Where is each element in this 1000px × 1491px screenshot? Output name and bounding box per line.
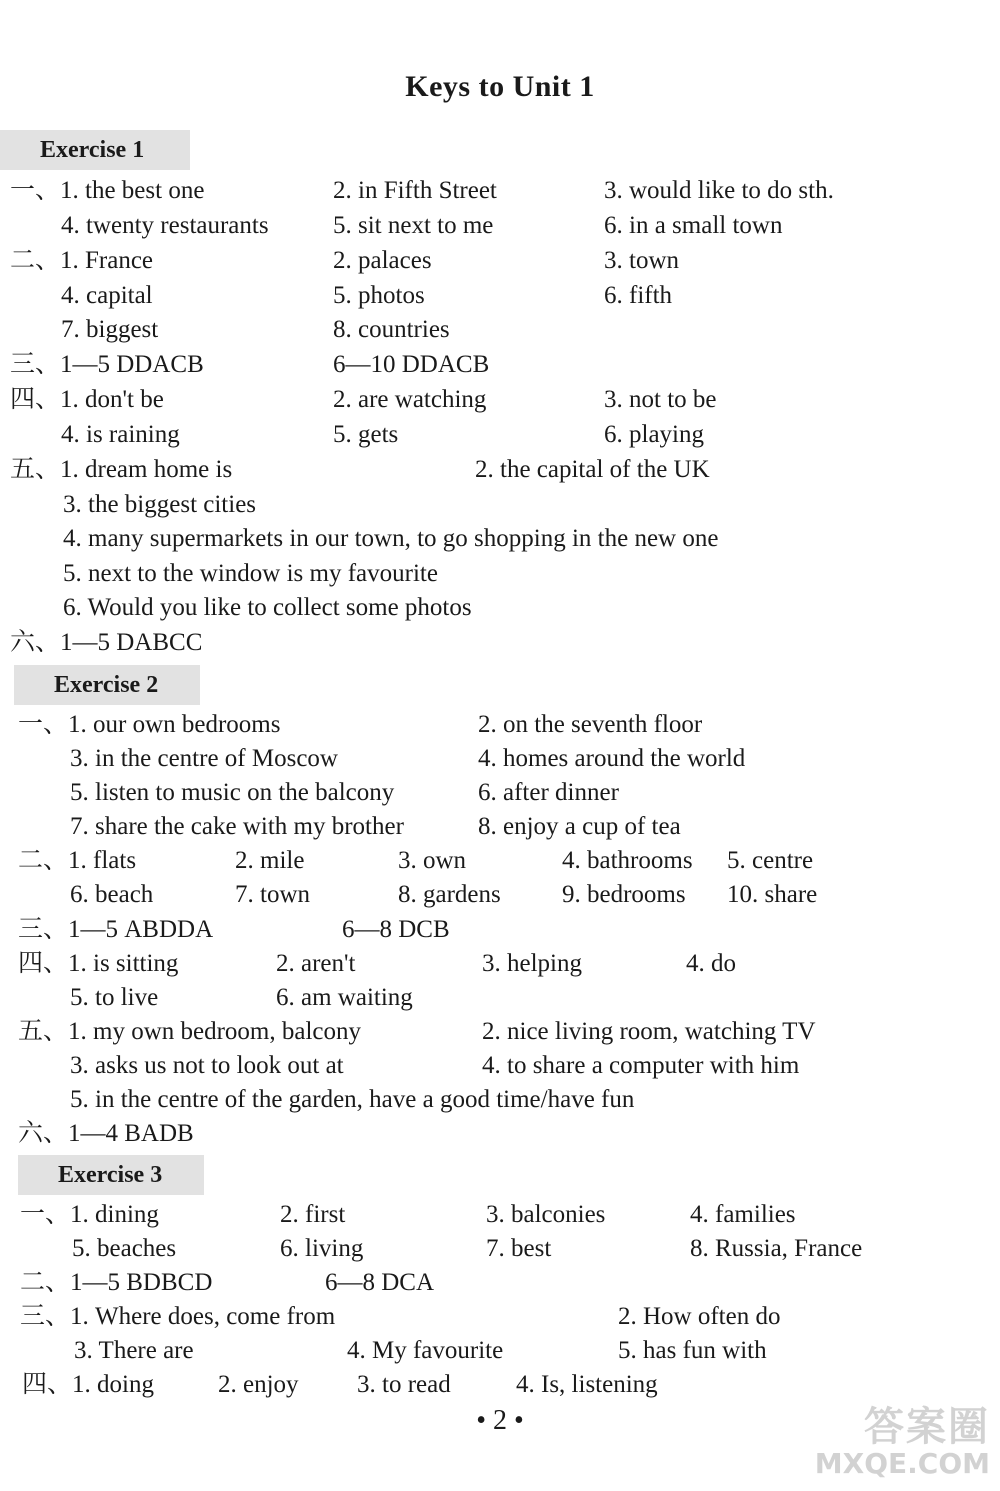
answer-text: 4. many supermarkets in our town, to go shopping in the new one [63, 525, 719, 552]
ex2-line-4 [0, 809, 1000, 845]
answer-text: 4. do [686, 950, 736, 977]
answer-text: 2. the capital of the UK [475, 456, 710, 483]
answer-text: 4. families [690, 1201, 796, 1228]
answer-text: 四、1. don't be [10, 386, 164, 413]
watermark-cn: 答案圈 [864, 1404, 990, 1450]
answer-text: 四、1. doing [22, 1371, 154, 1398]
answer-text: 3. town [604, 247, 679, 274]
answer-text: 7. share the cake with my brother [70, 813, 404, 840]
answer-text: 8. countries [333, 316, 450, 343]
answer-text: 5. centre [727, 847, 814, 874]
answer-text: 4. bathrooms [562, 847, 693, 874]
answer-text: 6—8 DCB [342, 916, 450, 943]
ex1-line-1 [0, 173, 1000, 209]
answer-text: 5. has fun with [618, 1337, 767, 1364]
ex1-line-12 [0, 556, 1000, 592]
ex2-line-2 [0, 741, 1000, 777]
answer-text: 2. nice living room, watching TV [482, 1018, 816, 1045]
ex3-line-3 [0, 1265, 1000, 1301]
answer-text: 4. capital [61, 282, 153, 309]
answer-text: 一、1. our own bedrooms [18, 711, 281, 738]
ex1-line-13 [0, 590, 1000, 626]
ex2-line-11 [0, 1048, 1000, 1084]
answer-text: 二、1. France [10, 247, 154, 274]
answer-text: 2. in Fifth Street [333, 177, 497, 204]
answer-text: 4. homes around the world [478, 745, 746, 772]
answer-text: 3. would like to do sth. [604, 177, 834, 204]
answer-text: 6. beach [70, 881, 154, 908]
answer-text: 3. not to be [604, 386, 717, 413]
ex2-line-12 [0, 1082, 1000, 1118]
ex2-line-9 [0, 980, 1000, 1016]
answer-text: 6. living [280, 1235, 364, 1262]
ex1-line-2 [0, 208, 1000, 244]
answer-text: 6. Would you like to collect some photos [63, 594, 472, 621]
ex1-line-10 [0, 487, 1000, 523]
answer-text: 8. gardens [398, 881, 501, 908]
ex3-line-1 [0, 1197, 1000, 1233]
exercise-2-heading: Exercise 2 [14, 665, 200, 705]
answer-text: 3. to read [357, 1371, 451, 1398]
answer-text: 7. town [235, 881, 310, 908]
answer-text: 6. am waiting [276, 984, 413, 1011]
answer-text: 8. Russia, France [690, 1235, 863, 1262]
answer-text: 6. fifth [604, 282, 673, 309]
answer-text: 5. to live [70, 984, 159, 1011]
ex2-line-8 [0, 946, 1000, 982]
answer-text: 三、1—5 ABDDA [18, 916, 214, 943]
answer-text: 四、1. is sitting [18, 950, 179, 977]
ex2-line-10 [0, 1014, 1000, 1050]
answer-text: 4. to share a computer with him [482, 1052, 800, 1079]
ex3-line-6 [0, 1367, 1000, 1403]
answer-text: 5. photos [333, 282, 425, 309]
answer-text: 2. How often do [618, 1303, 781, 1330]
answer-text: 三、1—5 DDACB [10, 351, 204, 378]
answer-text: 5. listen to music on the balcony [70, 779, 395, 806]
answer-text: 3. in the centre of Moscow [70, 745, 338, 772]
answer-text: 六、1—5 DABCC [10, 629, 203, 656]
page-title: Keys to Unit 1 [405, 70, 595, 103]
exercise-1-heading: Exercise 1 [0, 130, 190, 170]
ex1-line-8 [0, 417, 1000, 453]
answer-text: 六、1—4 BADB [18, 1120, 194, 1147]
answer-text: 三、1. Where does, come from [20, 1303, 336, 1330]
answer-text: 2. enjoy [218, 1371, 299, 1398]
ex3-line-2 [0, 1231, 1000, 1267]
ex1-line-7 [0, 382, 1000, 418]
answer-text: 7. best [486, 1235, 552, 1262]
answer-text: 2. are watching [333, 386, 487, 413]
ex1-line-11 [0, 521, 1000, 557]
answer-text: 5. beaches [72, 1235, 177, 1262]
ex1-line-4 [0, 278, 1000, 314]
answer-text: 6. in a small town [604, 212, 783, 239]
ex1-line-6 [0, 347, 1000, 383]
answer-text: 五、1. dream home is [10, 456, 233, 483]
answer-text: 5. in the centre of the garden, have a good time/have fun [70, 1086, 635, 1113]
answer-text: 5. sit next to me [333, 212, 494, 239]
ex1-line-14 [0, 625, 1000, 661]
answer-text: 5. gets [333, 421, 399, 448]
ex2-line-3 [0, 775, 1000, 811]
answer-text: 6. playing [604, 421, 704, 448]
exercise-3-heading: Exercise 3 [18, 1155, 204, 1195]
answer-text: 二、1—5 BDBCD [20, 1269, 213, 1296]
ex1-line-5 [0, 312, 1000, 348]
answer-text: 8. enjoy a cup of tea [478, 813, 681, 840]
answer-text: 5. next to the window is my favourite [63, 560, 438, 587]
ex2-line-6 [0, 877, 1000, 913]
answer-text: 3. the biggest cities [63, 491, 257, 518]
answer-text: 2. aren't [276, 950, 356, 977]
ex1-line-9 [0, 452, 1000, 488]
answer-text: 6—8 DCA [325, 1269, 435, 1296]
answer-text: 6—10 DDACB [333, 351, 490, 378]
watermark-logo [805, 1405, 990, 1485]
answer-text: 2. first [280, 1201, 346, 1228]
answer-text: 3. balconies [486, 1201, 606, 1228]
answer-text: 4. is raining [61, 421, 180, 448]
answer-text: 一、1. the best one [10, 177, 205, 204]
answer-text: 2. on the seventh floor [478, 711, 703, 738]
page-number: • 2 • [476, 1405, 524, 1436]
ex2-line-7 [0, 912, 1000, 948]
answer-text: 4. My favourite [347, 1337, 504, 1364]
watermark-en: MXQE.COM [814, 1447, 990, 1480]
answer-text: 五、1. my own bedroom, balcony [18, 1018, 362, 1045]
answer-text: 2. palaces [333, 247, 432, 274]
ex3-line-5 [0, 1333, 1000, 1369]
answer-text: 2. mile [235, 847, 305, 874]
answer-text: 二、1. flats [18, 847, 137, 874]
ex2-line-5 [0, 843, 1000, 879]
ex2-line-13 [0, 1116, 1000, 1152]
ex2-line-1 [0, 707, 1000, 743]
answer-text: 4. Is, listening [516, 1371, 658, 1398]
answer-text: 10. share [727, 881, 818, 908]
answer-text: 9. bedrooms [562, 881, 686, 908]
answer-text: 一、1. dining [20, 1201, 159, 1228]
ex1-line-3 [0, 243, 1000, 279]
answer-text: 3. own [398, 847, 467, 874]
answer-text: 3. asks us not to look out at [70, 1052, 344, 1079]
answer-text: 3. There are [74, 1337, 194, 1364]
answer-text: 4. twenty restaurants [61, 212, 269, 239]
ex3-line-4 [0, 1299, 1000, 1335]
answer-text: 3. helping [482, 950, 582, 977]
answer-text: 7. biggest [61, 316, 159, 343]
answer-text: 6. after dinner [478, 779, 619, 806]
